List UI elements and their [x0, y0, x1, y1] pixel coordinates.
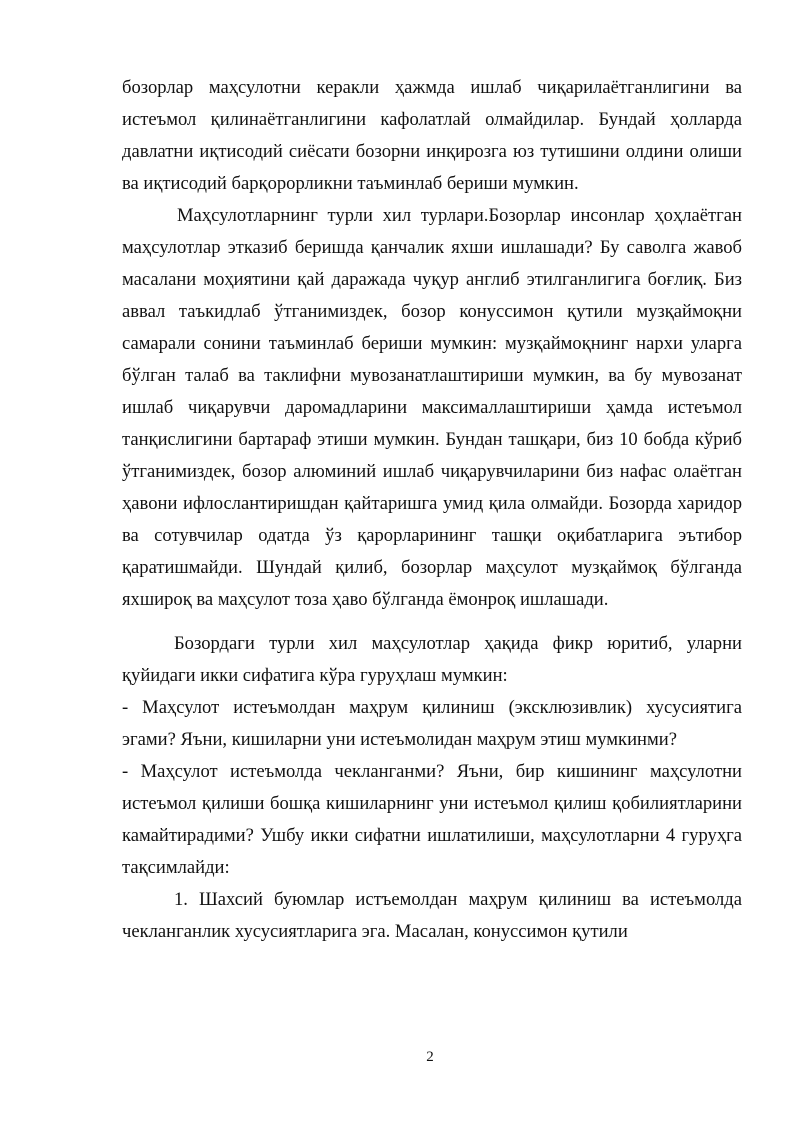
- paragraph-product-types: Маҳсулотларнинг турли хил турлари.Бозорлар инсонлар ҳоҳлаётган маҳсулотлар этказиб беришда қанчалик яхши ишлашади? Бу саволга жавоб масалани моҳиятини қай даражада чуқур англиб этилганлигига боғлиқ. Биз аввал таъкидлаб ўтганимиздек, бозор конуссимон қутили музқаймоқни самарали сонини таъминлаб бериши мумкин: музқаймоқнинг нархи уларга бўлган талаб ва таклифни мувозанатлаштириши мумкин, ва бу мувозанат ишлаб чиқарувчи даромадларини максималлаштириши ҳамда истеъмол танқислигини бартараф этиши мумкин. Бундан ташқари, биз 10 бобда кўриб ўтганимиздек, бозор алюминий ишлаб чиқарувчиларини биз нафас олаётган ҳавони ифлослантиришдан қайтаришга умид қила олмайди. Бозорда харидор ва сотувчилар одатда ўз қарорларининг ташқи оқибатларига эътибор қаратишмайди. Шундай қилиб, бозорлар маҳсулот музқаймоқ бўлганда яхшироқ ва маҳсулот тоза ҳаво бўлганда ёмонроқ ишлашади.: [122, 205, 742, 610]
- page-number: 2: [426, 1049, 434, 1065]
- paragraph-intro-continuation: бозорлар маҳсулотни керакли ҳажмда ишлаб чиқарилаётганлигини ва истеъмол қилинаётганлигини кафолатлай олмайдилар. Бундай ҳолларда давлатни иқтисодий сиёсати бозорни инқирозга юз тутишини олдини олиши ва иқтисодий барқорорликни таъминлаб бериши мумкин.: [122, 77, 742, 194]
- list-item-excludability: - Маҳсулот истеъмолдан маҳрум қилиниш (эксклюзивлик) хусусиятига эгами? Яъни, кишиларни уни истеъмолидан маҳрум этиш мумкинми?: [122, 697, 742, 750]
- paragraph-classification: Бозордаги турли хил маҳсулотлар ҳақида фикр юритиб, уларни қуйидаги икки сифатига кўра гуруҳлаш мумкин:: [122, 633, 742, 686]
- list-item-private-goods: 1. Шахсий буюмлар истъемолдан маҳрум қилиниш ва истеъмолда чекланганлик хусусиятларига эга. Масалан, конуссимон қутили: [122, 889, 742, 942]
- body-text: [122, 72, 742, 948]
- list-item-rivalry: - Маҳсулот истеъмолда чекланганми? Яъни, бир кишининг маҳсулотни истеъмол қилиши бошқа кишиларнинг уни истеъмол қилиш қобилиятларини камайтирадими? Ушбу икки сифатни ишлатилиши, маҳсулотларни 4 гуруҳга тақсимлайди:: [122, 761, 742, 878]
